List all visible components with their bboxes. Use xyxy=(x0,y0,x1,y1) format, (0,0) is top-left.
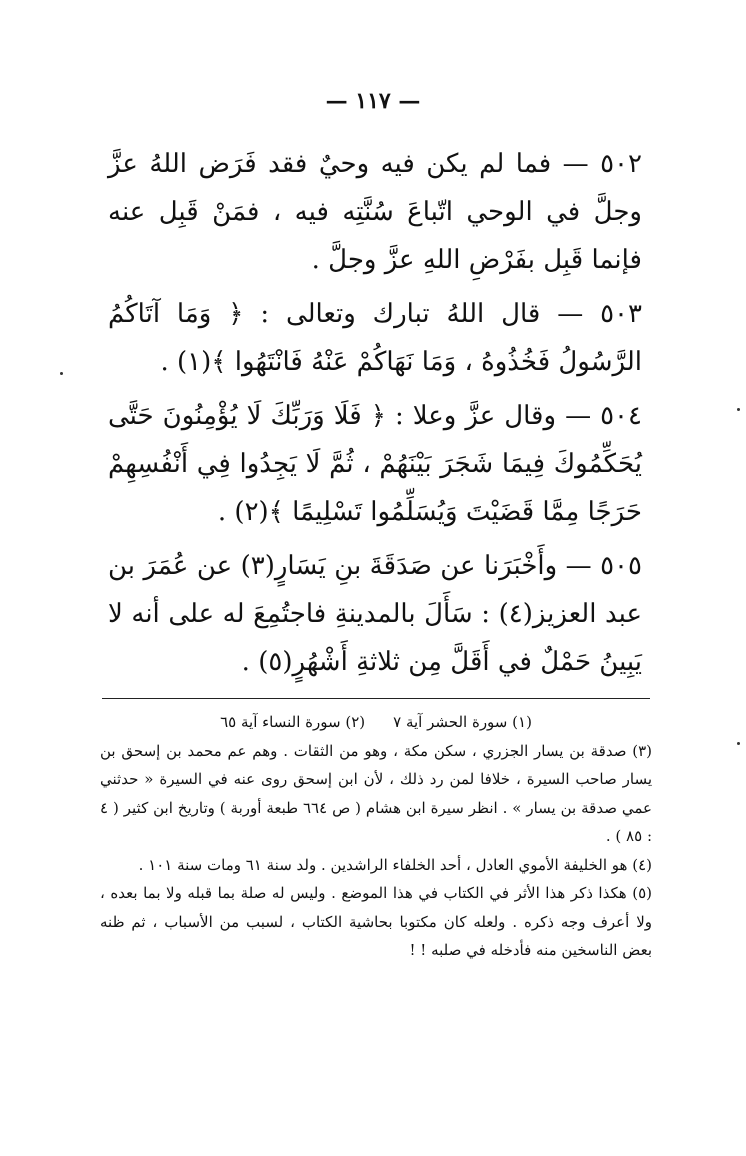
paragraph-504: ٥٠٤ — وقال عزَّ وعلا : ﴿ فَلَا وَرَبِّكَ لَا يُؤْمِنُونَ حَتَّى يُحَكِّمُوكَ فِيمَا شَجَرَ بَيْنَهُمْ ، ثُمَّ لَا يَجِدُوا فِي أَنْفُسِهِمْ حَرَجًا مِمَّا قَضَيْتَ وَيُسَلِّمُوا تَسْلِيمًا ﴾(٢) . xyxy=(108,401,642,527)
margin-mark xyxy=(737,408,740,411)
paragraph-502: ٥٠٢ — فما لم يكن فيه وحيٌ فقد فَرَض اللهُ عزَّ وجلَّ في الوحي اتّباعَ سُنَّتِه فيه ، فمَنْ قَبِل عنه فإنما قَبِل بفَرْضِ اللهِ عزَّ وجلَّ . xyxy=(108,149,642,275)
footnote-1: (١) سورة الحشر آية ٧ xyxy=(393,713,532,731)
footnote-2: (٢) سورة النساء آية ٦٥ xyxy=(220,713,366,731)
margin-mark xyxy=(737,742,740,745)
margin-mark xyxy=(60,372,63,375)
footnote-3: (٣) صدقة بن يسار الجزري ، سكن مكة ، وهو من الثقات . وهم عم محمد بن إسحق بن يسار صاحب السيرة ، خلافا لمن رد ذلك ، لأن ابن إسحق روى عنه في السيرة « حدثني عمي صدقة بن يسار » . انظر سيرة ابن هشام ( ص ٦٦٤ طبعة أوربة ) وتاريخ ابن كثير ( ٤ : ٨٥ ) . xyxy=(100,741,652,845)
paragraph-503: ٥٠٣ — قال اللهُ تبارك وتعالى : ﴿ وَمَا آتَاكُمُ الرَّسُولُ فَخُذُوهُ ، وَمَا نَهَاكُمْ عَنْهُ فَانْتَهُوا ﴾(١) . xyxy=(108,299,642,377)
footnotes xyxy=(100,708,652,965)
footnote-4: (٤) هو الخليفة الأموي العادل ، أحد الخلفاء الراشدين . ولد سنة ٦١ ومات سنة ١٠١ . xyxy=(138,855,652,874)
footnote-5: (٥) هكذا ذكر هذا الأثر في الكتاب في هذا الموضع . وليس له صلة بما قبله ولا بما بعده ، ولا أعرف وجه ذكره . ولعله كان مكتوبا بحاشية الكتاب ، لسبب من الأسباب ، ثم ظنه بعض الناسخين منه فأدخله في صلبه ! ! xyxy=(100,884,652,959)
footnote-row-1 xyxy=(100,708,652,737)
footnote-separator xyxy=(102,698,650,699)
main-text xyxy=(108,140,642,692)
paragraph-505: ٥٠٥ — وأَخْبَرَنا عن صَدَقَةَ بنِ يَسَارٍ(٣) عن عُمَرَ بن عبد العزيز(٤) : سَأَلَ بالمدينةِ فاجتُمِعَ له على أنه لا يَبِينُ حَمْلٌ في أَقَلَّ مِن ثلاثةِ أَشْهُرٍ(٥) . xyxy=(108,551,643,677)
page-number: — ١١٧ — xyxy=(325,88,421,114)
